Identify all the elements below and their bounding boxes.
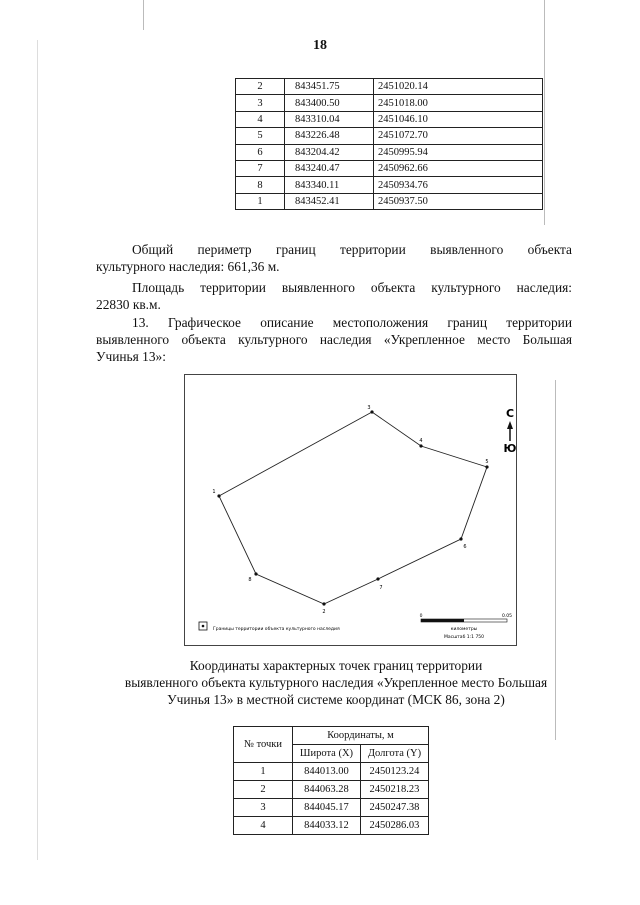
table-row — [236, 193, 543, 209]
boundary-point-marker — [217, 494, 220, 497]
scan-artifact-line — [37, 40, 38, 860]
table-row — [236, 177, 543, 193]
latitude-cell: 843310.04 — [285, 111, 374, 127]
territory-boundary — [219, 412, 487, 604]
header-longitude: Долгота (Y) — [360, 745, 428, 763]
boundary-point-label: 5 — [485, 459, 489, 465]
point-number-cell: 1 — [236, 193, 285, 209]
point-number-cell: 5 — [236, 128, 285, 144]
boundary-point-label: 3 — [367, 405, 371, 411]
perimeter-line-2: культурного наследия: 661,36 м. — [96, 259, 280, 274]
latitude-cell: 843204.42 — [285, 144, 374, 160]
longitude-cell: 2450123.24 — [360, 763, 428, 781]
table-row — [236, 95, 543, 111]
boundary-point-label: 2 — [322, 609, 326, 615]
scale-bar — [420, 613, 513, 640]
longitude-cell: 2451018.00 — [374, 95, 543, 111]
latitude-cell: 843340.11 — [285, 177, 374, 193]
scale-start: 0 — [419, 614, 423, 619]
point-number-cell: 4 — [234, 817, 293, 835]
table-row — [236, 128, 543, 144]
scale-unit: километры — [450, 627, 478, 632]
point-number-cell: 8 — [236, 177, 285, 193]
longitude-cell: 2450995.94 — [374, 144, 543, 160]
north-arrow-head — [507, 421, 513, 429]
north-label: С — [505, 407, 515, 420]
scale-ratio: Масштаб 1:1 750 — [443, 635, 485, 640]
area-line-1: Площадь территории выявленного объекта культурного наследия: — [132, 280, 572, 295]
longitude-cell: 2450937.50 — [374, 193, 543, 209]
boundary-point-marker — [254, 572, 257, 575]
north-arrow — [504, 407, 516, 455]
coordinates-table-continued — [235, 78, 543, 210]
table-row — [234, 799, 429, 817]
point-number-cell: 3 — [236, 95, 285, 111]
point-number-cell: 2 — [236, 79, 285, 95]
longitude-cell: 2451072.70 — [374, 128, 543, 144]
coords-caption-line-3: Учинья 13» в местной системе координат (МСК 86, зона 2) — [167, 692, 505, 707]
boundary-point-marker — [419, 444, 422, 447]
longitude-cell: 2451046.10 — [374, 111, 543, 127]
point-number-cell: 1 — [234, 763, 293, 781]
point-number-cell: 3 — [234, 799, 293, 817]
point-number-cell: 7 — [236, 160, 285, 176]
perimeter-line-1: Общий периметр границ территории выявленного объекта — [132, 242, 572, 257]
latitude-cell: 843240.47 — [285, 160, 374, 176]
table-row — [236, 144, 543, 160]
scale-end: 0.05 — [501, 614, 513, 619]
header-point-number: № точки — [234, 727, 293, 763]
south-label: Ю — [503, 442, 516, 455]
table-row — [236, 160, 543, 176]
point-number-cell: 6 — [236, 144, 285, 160]
table-row — [236, 111, 543, 127]
latitude-cell: 843226.48 — [285, 128, 374, 144]
longitude-cell: 2450247.38 — [360, 799, 428, 817]
table-row — [236, 79, 543, 95]
boundary-point-marker — [322, 602, 325, 605]
boundary-point-label: 7 — [379, 585, 383, 591]
coords-caption-line-1: Координаты характерных точек границ территории — [189, 658, 483, 673]
legend-text: Границы территории объекта культурного наследия — [213, 627, 340, 632]
latitude-cell: 844013.00 — [293, 763, 361, 781]
longitude-cell: 2450218.23 — [360, 781, 428, 799]
latitude-cell: 843400.50 — [285, 95, 374, 111]
scan-artifact-line — [143, 0, 144, 30]
section-13-line-3: Учинья 13»: — [96, 349, 166, 364]
boundary-point-marker — [485, 465, 488, 468]
latitude-cell: 843452.41 — [285, 193, 374, 209]
coords-caption-line-2: выявленного объекта культурного наследия «Укрепленное место Большая — [124, 675, 548, 690]
table-row — [234, 817, 429, 835]
latitude-cell: 844063.28 — [293, 781, 361, 799]
latitude-cell: 844045.17 — [293, 799, 361, 817]
longitude-cell: 2451020.14 — [374, 79, 543, 95]
area-line-2: 22830 кв.м. — [96, 297, 161, 312]
coordinates-table-msk86 — [233, 726, 429, 835]
boundary-point-label: 4 — [419, 438, 423, 444]
boundary-point-marker — [376, 577, 379, 580]
scale-bar-segment — [421, 619, 464, 622]
boundary-point-label: 6 — [463, 544, 467, 550]
section-13-line-2: выявленного объекта культурного наследия «Укрепленное место Большая — [96, 332, 572, 347]
legend-point-icon — [202, 625, 205, 628]
table-row — [234, 763, 429, 781]
scan-artifact-line — [544, 0, 545, 225]
point-number-cell: 4 — [236, 111, 285, 127]
longitude-cell: 2450962.66 — [374, 160, 543, 176]
header-coordinates: Координаты, м — [293, 727, 429, 745]
map-legend — [199, 622, 340, 632]
boundary-map — [184, 374, 517, 646]
table-row — [234, 781, 429, 799]
boundary-point-marker — [370, 410, 373, 413]
header-latitude: Широта (X) — [293, 745, 361, 763]
page-number: 18 — [313, 38, 327, 53]
boundary-map-svg — [185, 375, 516, 645]
boundary-point-marker — [459, 537, 462, 540]
boundary-point-label: 1 — [212, 489, 216, 495]
point-number-cell: 2 — [234, 781, 293, 799]
longitude-cell: 2450286.03 — [360, 817, 428, 835]
section-13-line-1: 13. Графическое описание местоположения границ территории — [132, 315, 572, 330]
latitude-cell: 843451.75 — [285, 79, 374, 95]
latitude-cell: 844033.12 — [293, 817, 361, 835]
boundary-point-label: 8 — [248, 577, 252, 583]
longitude-cell: 2450934.76 — [374, 177, 543, 193]
